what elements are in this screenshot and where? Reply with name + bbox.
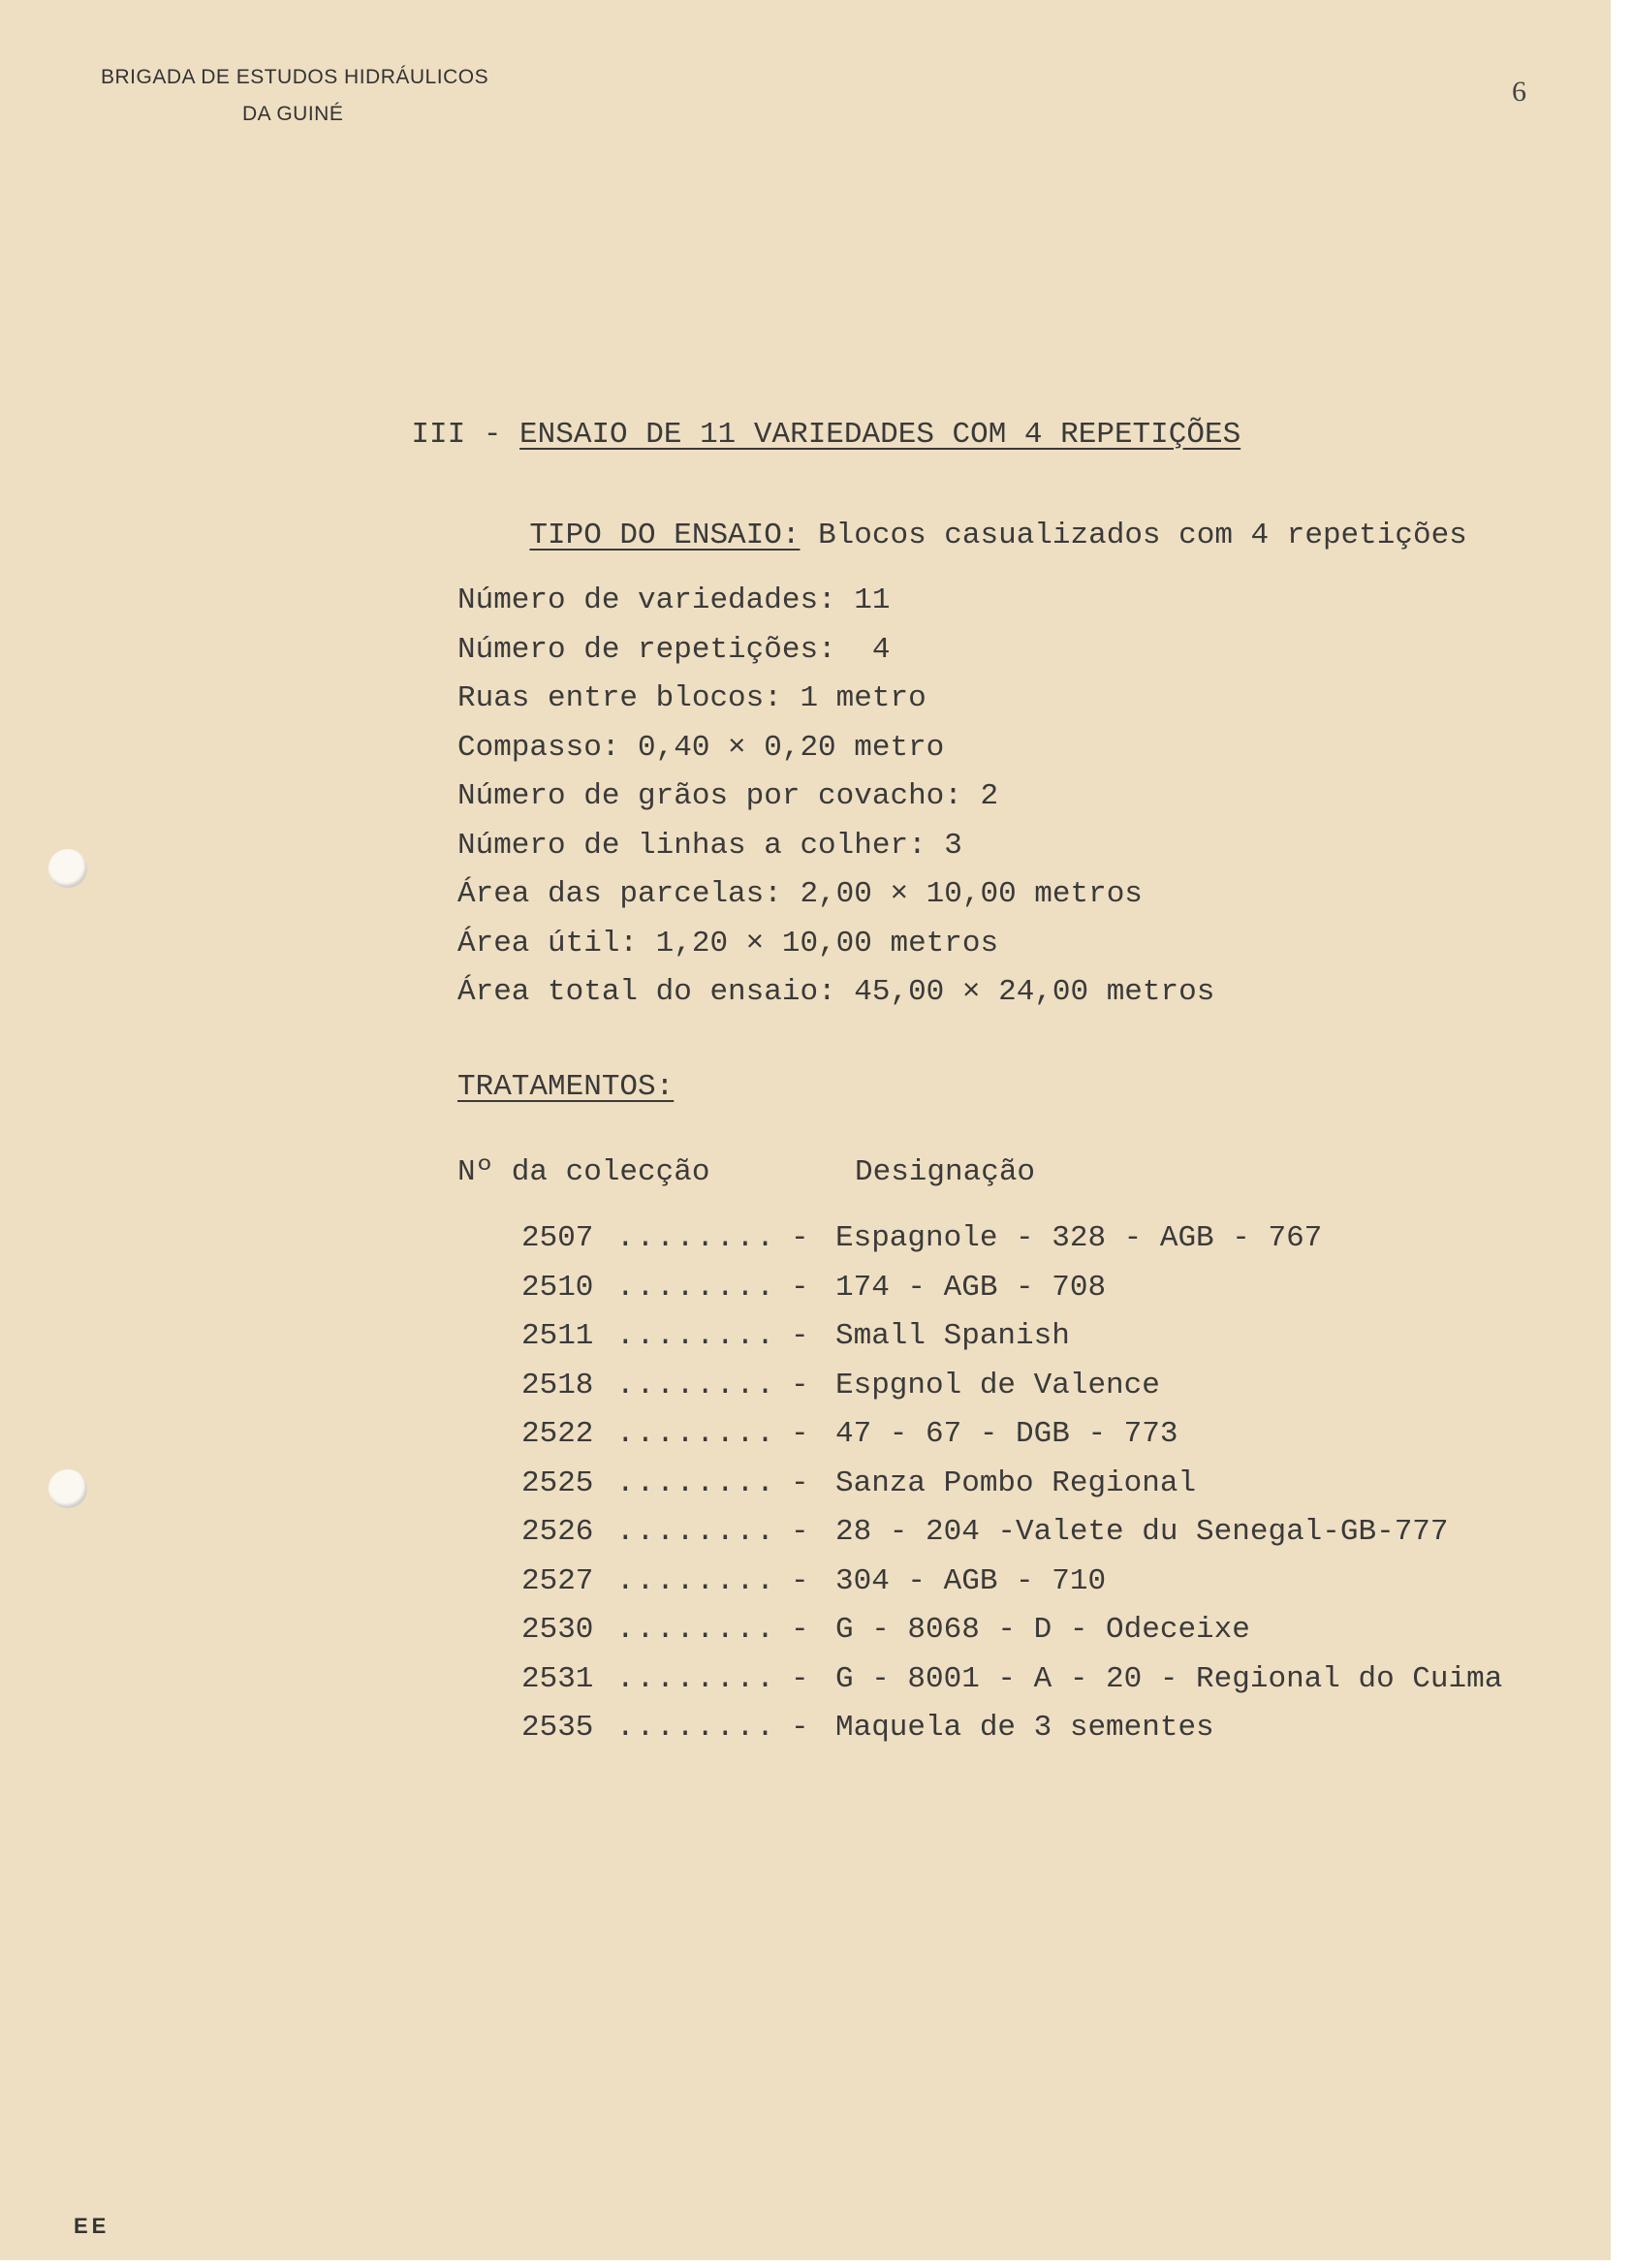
treatment-row	[521, 1660, 1502, 1710]
leader-dots: ........	[616, 1515, 776, 1549]
leader-dots: ........	[616, 1417, 776, 1451]
parameter-line: Número de linhas a colher: 3	[457, 828, 962, 863]
leader-dots: ........	[616, 1319, 776, 1353]
collection-number: 2510	[521, 1270, 594, 1305]
trial-type-value: Blocos casualizados com 4 repetições	[800, 519, 1467, 552]
separator-dash: -	[791, 1711, 809, 1745]
treatment-row	[521, 1513, 1502, 1562]
treatment-row	[521, 1367, 1502, 1416]
separator-dash: -	[791, 1563, 809, 1598]
designation: G - 8001 - A - 20 - Regional do Cuima	[835, 1661, 1503, 1696]
punch-hole-top	[48, 849, 87, 888]
designation: 47 - 67 - DGB - 773	[835, 1417, 1178, 1451]
treatments-heading: TRATAMENTOS:	[457, 1070, 675, 1104]
punch-hole-bottom	[48, 1469, 87, 1508]
parameter-line: Área das parcelas: 2,00 × 10,00 metros	[457, 877, 1143, 911]
treatment-row	[521, 1415, 1502, 1465]
leader-dots: ........	[616, 1465, 776, 1500]
leader-dots: ........	[616, 1613, 776, 1647]
trial-parameters	[457, 582, 1214, 1023]
leader-dots: ........	[616, 1270, 776, 1305]
collection-number: 2530	[521, 1613, 594, 1647]
column-header-collection-number: Nº da colecção	[457, 1155, 710, 1189]
trial-type-label: TIPO DO ENSAIO:	[529, 519, 801, 552]
treatment-row	[521, 1562, 1502, 1612]
separator-dash: -	[791, 1515, 809, 1549]
leader-dots: ........	[616, 1221, 776, 1255]
letterhead-line2: DA GUINÉ	[242, 103, 344, 125]
footer-code: EE	[74, 2214, 110, 2238]
page-number: 6	[1512, 76, 1526, 108]
collection-number: 2535	[521, 1711, 594, 1745]
treatments-list	[521, 1219, 1502, 1758]
leader-dots: ........	[616, 1711, 776, 1745]
treatment-row	[521, 1465, 1502, 1514]
leader-dots: ........	[616, 1368, 776, 1402]
designation: G - 8068 - D - Odeceixe	[835, 1613, 1250, 1647]
designation: Espagnole - 328 - AGB - 767	[835, 1221, 1323, 1255]
treatment-row	[521, 1269, 1502, 1318]
treatment-row	[521, 1317, 1502, 1367]
treatment-row	[521, 1611, 1502, 1660]
parameter-line: Ruas entre blocos: 1 metro	[457, 681, 926, 715]
section-title	[339, 384, 1240, 486]
separator-dash: -	[791, 1221, 809, 1255]
leader-dots: ........	[616, 1563, 776, 1598]
collection-number: 2526	[521, 1515, 594, 1549]
column-header-designation: Designação	[855, 1155, 1036, 1189]
collection-number: 2531	[521, 1661, 594, 1696]
designation: 174 - AGB - 708	[835, 1270, 1107, 1305]
separator-dash: -	[791, 1368, 809, 1402]
designation: 28 - 204 -Valete du Senegal-GB-777	[835, 1515, 1449, 1549]
treatment-row	[521, 1709, 1502, 1758]
designation: Espgnol de Valence	[835, 1368, 1160, 1402]
section-numeral: III -	[411, 418, 520, 452]
parameter-line: Área útil: 1,20 × 10,00 metros	[457, 926, 999, 961]
treatment-row	[521, 1219, 1502, 1269]
trial-type	[457, 485, 1467, 586]
designation: Small Spanish	[835, 1319, 1070, 1353]
separator-dash: -	[791, 1661, 809, 1696]
separator-dash: -	[791, 1465, 809, 1500]
section-title-text: ENSAIO DE 11 VARIEDADES COM 4 REPETIÇÕES	[519, 418, 1241, 452]
parameter-line: Número de grãos por covacho: 2	[457, 779, 999, 813]
letterhead-line1: BRIGADA DE ESTUDOS HIDRÁULICOS	[101, 66, 489, 88]
designation: Sanza Pombo Regional	[835, 1465, 1197, 1500]
leader-dots: ........	[616, 1661, 776, 1696]
designation: 304 - AGB - 710	[835, 1563, 1107, 1598]
separator-dash: -	[791, 1613, 809, 1647]
parameter-line: Número de repetições: 4	[457, 632, 891, 667]
collection-number: 2511	[521, 1319, 594, 1353]
separator-dash: -	[791, 1270, 809, 1305]
separator-dash: -	[791, 1417, 809, 1451]
collection-number: 2525	[521, 1465, 594, 1500]
collection-number: 2518	[521, 1368, 594, 1402]
collection-number: 2527	[521, 1563, 594, 1598]
collection-number: 2507	[521, 1221, 594, 1255]
designation: Maquela de 3 sementes	[835, 1711, 1214, 1745]
parameter-line: Área total do ensaio: 45,00 × 24,00 metros	[457, 975, 1215, 1009]
parameter-line: Compasso: 0,40 × 0,20 metro	[457, 730, 945, 765]
separator-dash: -	[791, 1319, 809, 1353]
collection-number: 2522	[521, 1417, 594, 1451]
parameter-line: Número de variedades: 11	[457, 583, 891, 617]
